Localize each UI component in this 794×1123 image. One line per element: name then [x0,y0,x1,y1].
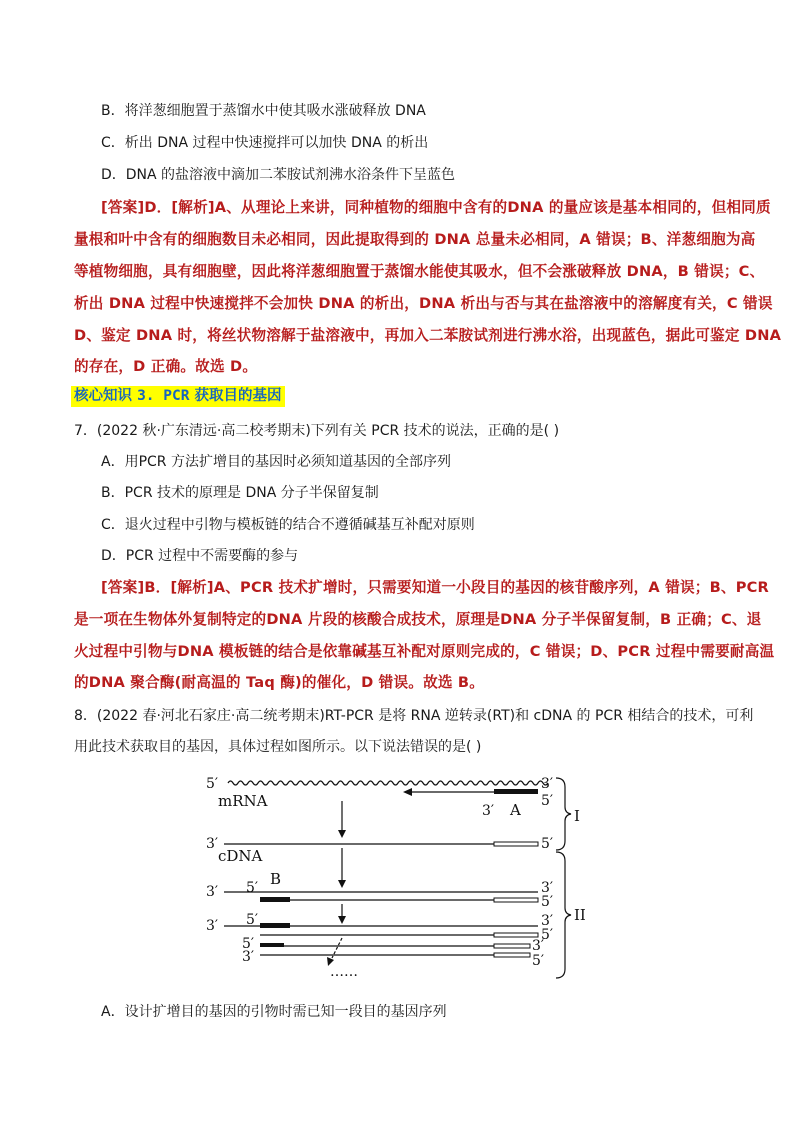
q6-answer-line: D、鉴定 DNA 时，将丝状物溶解于盐溶液中，再加入二苯胺试剂进行沸水浴，出现蓝色，据此可鉴定 DNA [74,327,782,344]
end-label-5prime: 5′ [532,953,545,969]
primer-b [260,923,290,928]
q7-stem: 7．(2022 秋·广东清远·高二校考期末)下列有关 PCR 技术的说法，正确的是( ) [74,423,560,439]
q6-answer-line: 等植物细胞，具有细胞壁，因此将洋葱细胞置于蒸馏水能使其吸水，但不会涨破释放 DNA，B 错误；C、 [74,263,765,280]
end-label-5prime: 5′ [541,894,554,910]
primer-a-site [494,953,530,957]
end-label-3prime: 3′ [541,880,554,896]
q6-option-d: D．DNA 的盐溶液中滴加二苯胺试剂沸水浴条件下呈蓝色 [101,167,456,183]
q7-answer-line: 是一项在生物体外复制特定的DNA 片段的核酸合成技术，原理是DNA 分子半保留复制，B 正确；C、退 [74,611,762,628]
primer-b [260,897,290,902]
stage-1-label: I [574,807,580,825]
q7-answer-line: 的DNA 聚合酶(耐高温的 Taq 酶)的催化，D 错误。故选 B。 [74,674,485,691]
q6-answer-line: 析出 DNA 过程中快速搅拌不会加快 DNA 的析出，DNA 析出与否与其在盐溶液中的溶解度有关，C 错误 [74,295,773,312]
end-label-3prime: 3′ [206,918,219,934]
section-heading [71,386,285,407]
end-label-3prime: 3′ [541,913,554,929]
mrna-strand [228,781,548,785]
end-label-3prime: 3′ [532,938,545,954]
brace-stage-1 [556,778,571,850]
arrowhead [338,880,346,888]
end-label-5prime: 5′ [541,793,554,809]
arrowhead [338,916,346,924]
q7-option-d: D．PCR 过程中不需要酶的参与 [101,548,299,564]
section-heading-prefix: 核心知识 [74,388,138,404]
primer-a-label: A [510,801,521,819]
end-label-3prime: 3′ [206,836,219,852]
q6-answer-line: 量根和叶中含有的细胞数目未必相同，因此提取得到的 DNA 总量未必相同，A 错误；B、洋葱细胞为高 [74,231,756,248]
end-label-5prime: 5′ [246,880,259,896]
q7-option-a: A．用PCR 方法扩增目的基因时必须知道基因的全部序列 [101,454,451,470]
end-label-5prime: 5′ [541,836,554,852]
q6-answer-line: [答案]D．[解析]A、从理论上来讲，同种植物的细胞中含有的DNA 的量应该是基本相同的，但相同质 [101,199,771,216]
end-label-5prime: 5′ [206,776,219,792]
brace-stage-2 [556,852,571,978]
primer-a-site [494,933,538,937]
primer-a-site [494,944,530,948]
primer-b [260,943,284,947]
end-label-3prime: 3′ [482,803,495,819]
end-label-5prime: 5′ [242,936,255,952]
mrna-label: mRNA [218,792,268,810]
q7-option-c: C．退火过程中引物与模板链的结合不遵循碱基互补配对原则 [101,517,475,533]
q6-answer-line: 的存在，D 正确。故选 D。 [74,358,258,375]
arrowhead [338,830,346,838]
cdna-label: cDNA [218,847,263,865]
primer-a-site [494,842,538,846]
q7-option-b: B．PCR 技术的原理是 DNA 分子半保留复制 [101,485,379,501]
q8-stem-line: 用此技术获取目的基因，具体过程如图所示。以下说法错误的是( ) [74,739,482,755]
primer-a-arrowhead [403,788,412,796]
diagram-ellipsis: …… [330,964,358,980]
section-heading-title: 获取目的基因 [189,388,282,404]
q6-option-c: C．析出 DNA 过程中快速搅拌可以加快 DNA 的析出 [101,135,429,151]
end-label-5prime: 5′ [541,927,554,943]
section-heading-code: 3. PCR [137,388,190,404]
rt-pcr-diagram [0,768,794,998]
end-label-3prime: 3′ [206,884,219,900]
primer-b-label: B [270,870,282,888]
primer-a [494,789,538,794]
end-label-5prime: 5′ [246,912,259,928]
q8-option-a: A．设计扩增目的基因的引物时需已知一段目的基因序列 [101,1004,447,1020]
end-label-3prime: 3′ [541,776,554,792]
end-label-3prime: 3′ [242,949,255,965]
primer-a-site [494,898,538,902]
q6-option-b: B．将洋葱细胞置于蒸馏水中使其吸水涨破释放 DNA [101,103,426,119]
q7-answer-line: 火过程中引物与DNA 模板链的结合是依靠碱基互补配对原则完成的，C 错误；D、PCR 过程中需要耐高温 [74,643,775,660]
stage-2-label: II [574,906,586,924]
q7-answer-line: [答案]B．[解析]A、PCR 技术扩增时，只需要知道一小段目的基因的核苷酸序列，A 错误；B、PCR [101,579,769,596]
q8-stem-line: 8．(2022 春·河北石家庄·高二统考期末)RT-PCR 是将 RNA 逆转录(RT)和 cDNA 的 PCR 相结合的技术，可利 [74,708,754,724]
